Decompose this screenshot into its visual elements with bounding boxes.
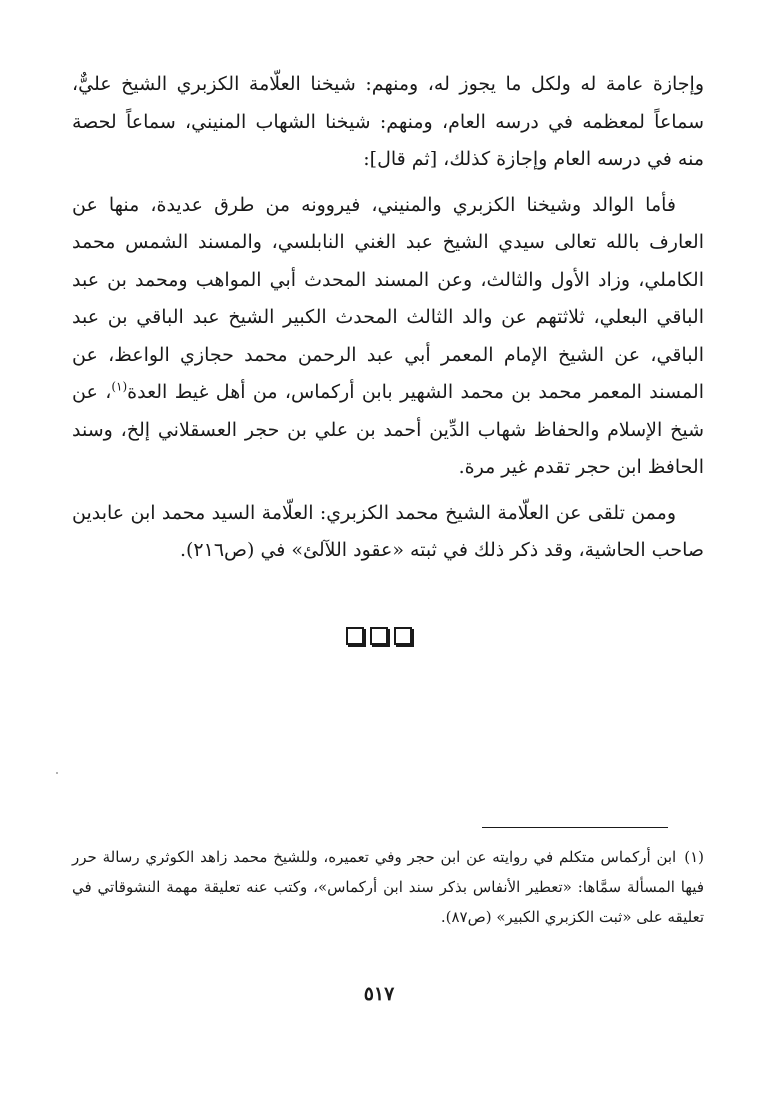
paragraph-1 [72, 66, 704, 179]
footnote-number: (١) [684, 848, 704, 866]
footnote-text: ابن أركماس متكلم في روايته عن ابن حجر وفي تعميره، وللشيخ محمد زاهد الكوثري رسالة حرر فيها المسألة سمَّاها: «تعطير الأنفاس بذكر سند ابن أركماس»، وكتب عنه تعليقة مهمة النشوقاتي في تعليقه على «ثبت الكزبري الكبير» (ص٨٧). [72, 848, 704, 926]
scan-speck [56, 772, 58, 774]
hollow-square-icon [346, 627, 364, 645]
paragraph-3 [72, 495, 704, 570]
main-text [72, 66, 704, 570]
paragraph-1-text: وإجازة عامة له ولكل ما يجوز له، ومنهم: شيخنا العلّامة الكزبري الشيخ عليٌّ، سماعاً لمعظمه في درسه العام، ومنهم: شيخنا الشهاب المنيني، سماعاً لحصة منه في درسه العام وإجازة كذلك، [ثم قال]: [72, 73, 704, 170]
paragraph-2-text-part-2: ، عن شيخ الإسلام والحفاظ شهاب الدِّين أحمد بن علي بن حجر العسقلاني إلخ، وسند الحافظ ابن حجر تقدم غير مرة. [72, 381, 704, 478]
footnotes [72, 842, 704, 932]
footnote-reference[interactable]: (١) [111, 379, 128, 394]
paragraph-3-text: وممن تلقى عن العلّامة الشيخ محمد الكزبري: العلّامة السيد محمد ابن عابدين صاحب الحاشية، وقد ذكر ذلك في ثبته «عقود اللآلئ» في (ص٢١٦). [72, 501, 704, 561]
hollow-square-icon [394, 627, 412, 645]
paragraph-2-text-part-1: فأما الوالد وشيخنا الكزبري والمنيني، فيروونه من طرق عديدة، منها عن العارف بالله تعالى سيدي الشيخ عبد الغني النابلسي، والمسند الشمس محمد الكاملي، وزاد الأول والثالث، وعن المسند المحدث أبي المواهب ومحمد بن عبد الباقي البعلي، ثلاثتهم عن والد الثالث المحدث الكبير الشيخ عبد الباقي بن عبد الباقي، عن الشيخ الإمام المعمر أبي عبد الرحمن محمد حجازي الواعظ، عن المسند المعمر محمد بن محمد الشهير بابن أركماس، من أهل غيط العدة [72, 193, 704, 403]
paragraph-2 [72, 187, 704, 487]
footnote-divider [482, 827, 668, 828]
hollow-square-icon [370, 627, 388, 645]
page-number: ٥١٧ [363, 983, 395, 1005]
section-separator-ornament [0, 627, 758, 645]
footnote-1 [72, 842, 704, 932]
